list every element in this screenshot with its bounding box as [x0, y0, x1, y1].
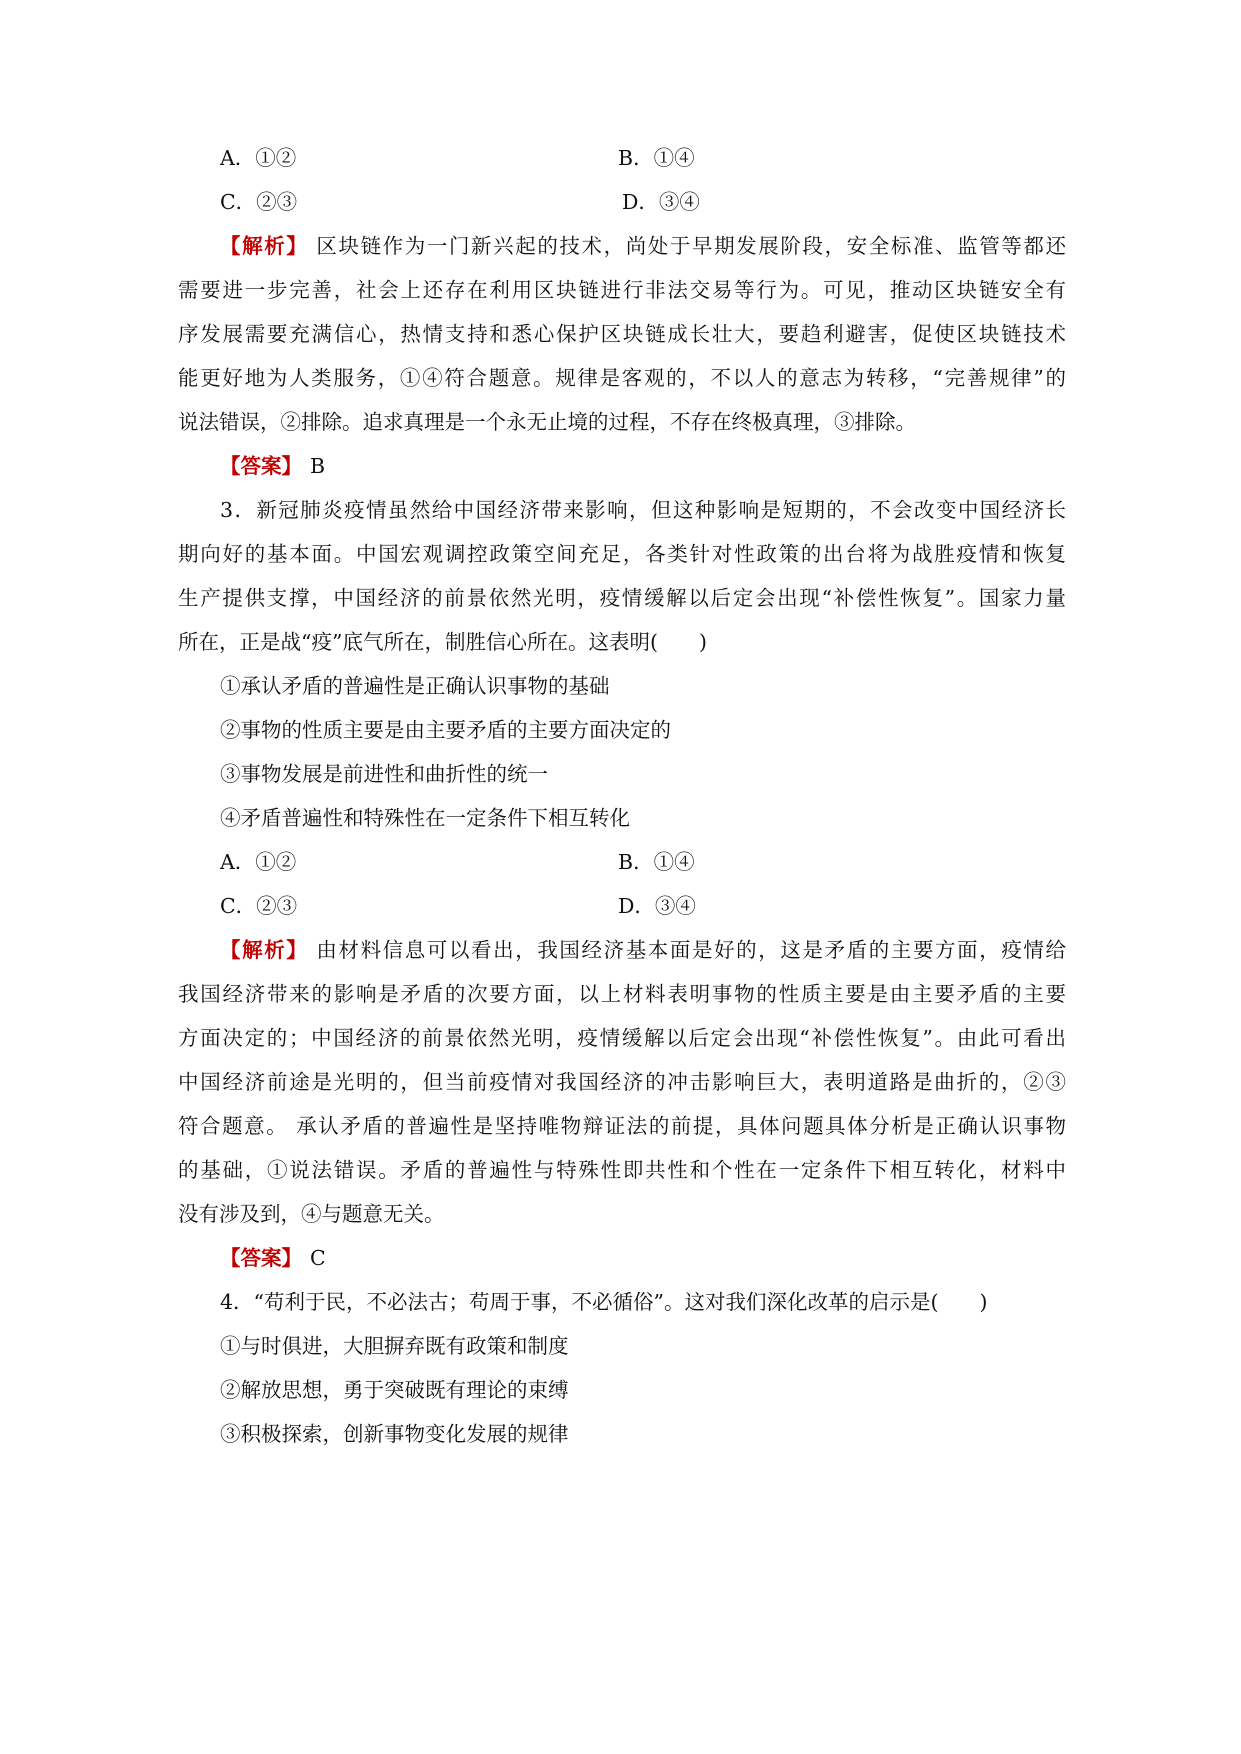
q3-option-a[interactable]: A．①②	[220, 850, 297, 874]
options-row-ab	[220, 144, 695, 172]
q3-analysis-line-7: 没有涉及到，④与题意无关。	[178, 1202, 445, 1226]
q3-analysis-text: 由材料信息可以看出，我国经济基本面是好的，这是矛盾的主要方面，疫情给	[316, 938, 1067, 962]
q3-answer-value: C	[310, 1246, 326, 1270]
q3-option-d[interactable]: D．③④	[618, 894, 696, 918]
q3-analysis-line-3: 方面决定的；中国经济的前景依然光明，疫情缓解以后定会出现“补偿性恢复”。由此可看出	[178, 1026, 1066, 1050]
q3-analysis-line-4: 中国经济前途是光明的，但当前疫情对我国经济的冲击影响巨大，表明道路是曲折的，②③	[178, 1070, 1066, 1094]
q3-analysis-tag: 【解析】	[220, 938, 309, 962]
analysis-line-3: 序发展需要充满信心，热情支持和悉心保护区块链成长壮大，要趋利避害，促使区块链技术	[178, 322, 1066, 346]
q3-option-b[interactable]: B．①④	[618, 850, 695, 874]
q3-statement-4: ④矛盾普遍性和特殊性在一定条件下相互转化	[220, 806, 630, 830]
analysis-line-2: 需要进一步完善，社会上还存在利用区块链进行非法交易等行为。可见，推动区块链安全有	[178, 278, 1066, 302]
q3-analysis-line-2: 我国经济带来的影响是矛盾的次要方面，以上材料表明事物的性质主要是由主要矛盾的主要	[178, 982, 1066, 1006]
answer-line	[220, 452, 325, 480]
q3-statement-1: ①承认矛盾的普遍性是正确认识事物的基础	[220, 674, 610, 698]
q3-stem-line-2: 期向好的基本面。中国宏观调控政策空间充足，各类针对性政策的出台将为战胜疫情和恢复	[178, 542, 1066, 566]
options-row-cd	[220, 188, 700, 216]
option-c[interactable]: C．②③	[220, 190, 298, 214]
q3-analysis-line-1	[220, 936, 1066, 964]
option-b[interactable]: B．①④	[618, 146, 695, 170]
q3-stem-line-1: 3．新冠肺炎疫情虽然给中国经济带来影响，但这种影响是短期的，不会改变中国经济长	[220, 498, 1066, 522]
answer-value: B	[310, 454, 326, 478]
q3-answer-tag: 【答案】	[220, 1246, 302, 1270]
q3-stem-line-4: 所在，正是战“疫”底气所在，制胜信心所在。这表明( )	[178, 630, 707, 654]
q3-statement-2: ②事物的性质主要是由主要矛盾的主要方面决定的	[220, 718, 671, 742]
q4-statement-2: ②解放思想，勇于突破既有理论的束缚	[220, 1378, 569, 1402]
q3-options-row-cd	[220, 892, 696, 920]
q3-option-c[interactable]: C．②③	[220, 894, 298, 918]
q3-options-row-ab	[220, 848, 695, 876]
q3-analysis-line-6: 的基础，①说法错误。矛盾的普遍性与特殊性即共性和个性在一定条件下相互转化，材料中	[178, 1158, 1066, 1182]
analysis-line-1	[220, 232, 1066, 260]
analysis-line-5: 说法错误，②排除。追求真理是一个永无止境的过程，不存在终极真理，③排除。	[178, 410, 916, 434]
q4-stem: 4．“苟利于民，不必法古；苟周于事，不必循俗”。这对我们深化改革的启示是( )	[220, 1290, 988, 1314]
analysis-line-4: 能更好地为人类服务，①④符合题意。规律是客观的，不以人的意志为转移，“完善规律”的	[178, 366, 1066, 390]
analysis-text: 区块链作为一门新兴起的技术，尚处于早期发展阶段，安全标准、监管等都还	[316, 234, 1067, 258]
q4-statement-3: ③积极探索，创新事物变化发展的规律	[220, 1422, 569, 1446]
q3-stem-line-3: 生产提供支撑，中国经济的前景依然光明，疫情缓解以后定会出现“补偿性恢复”。国家力量	[178, 586, 1066, 610]
q3-answer-line	[220, 1244, 326, 1272]
option-d[interactable]: D．③④	[622, 190, 700, 214]
q4-statement-1: ①与时俱进，大胆摒弃既有政策和制度	[220, 1334, 569, 1358]
analysis-tag: 【解析】	[220, 234, 309, 258]
q3-analysis-line-5: 符合题意。 承认矛盾的普遍性是坚持唯物辩证法的前提，具体问题具体分析是正确认识事物	[178, 1114, 1066, 1138]
answer-tag: 【答案】	[220, 454, 302, 478]
option-a[interactable]: A．①②	[220, 146, 297, 170]
q3-statement-3: ③事物发展是前进性和曲折性的统一	[220, 762, 548, 786]
